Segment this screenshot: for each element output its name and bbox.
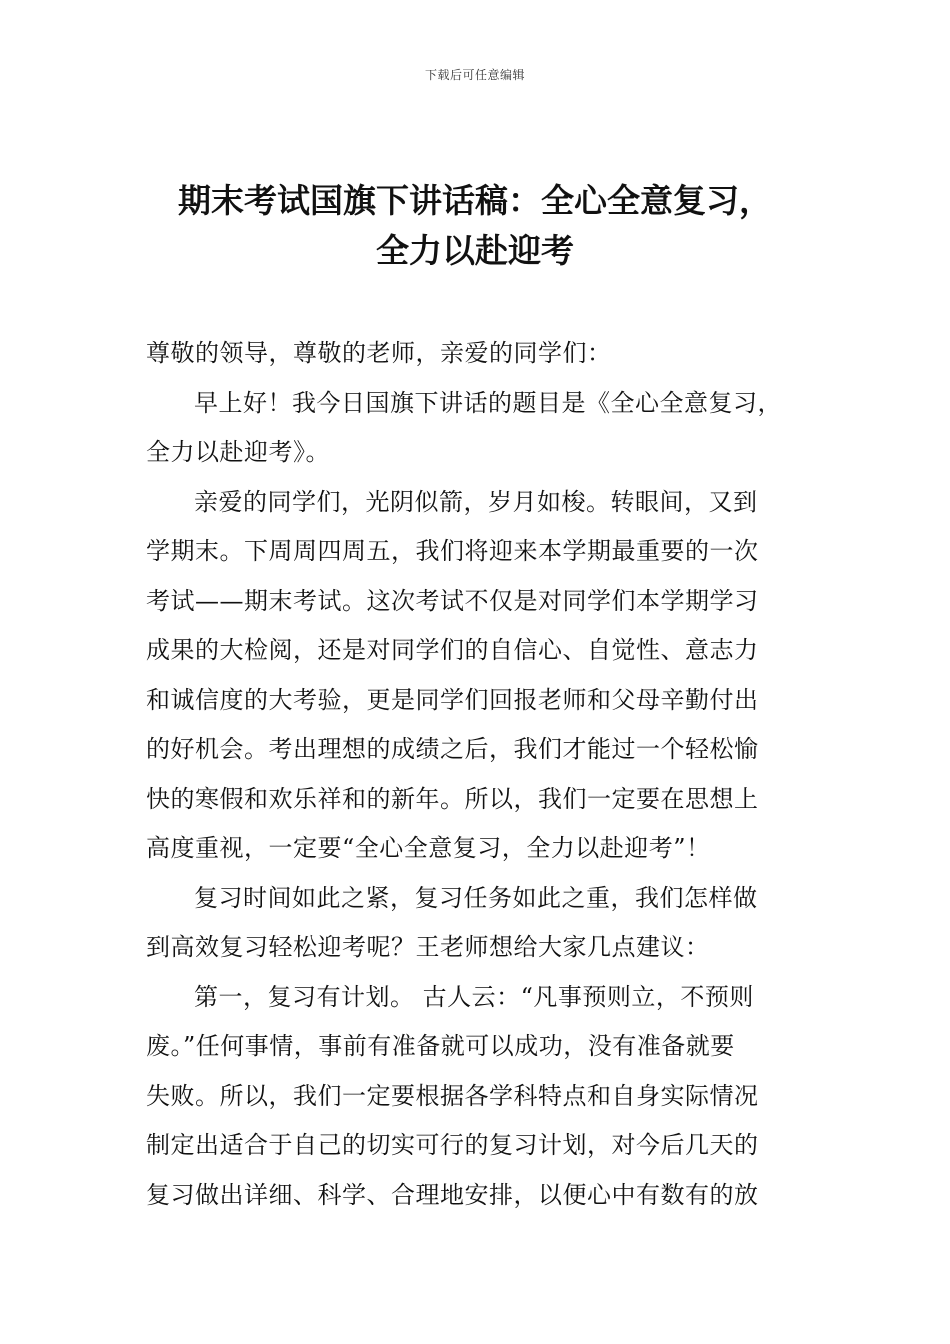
body-line: 学期末。下周周四周五，我们将迎来本学期最重要的一次 <box>146 537 759 565</box>
body-line: 成果的大检阅，还是对同学们的自信心、自觉性、意志力 <box>146 636 759 664</box>
body-line: 亲爱的同学们，光阴似箭，岁月如梭。转眼间，又到 <box>194 487 758 516</box>
body-line: 高度重视，一定要“全心全意复习，全力以赴迎考”！ <box>146 834 711 862</box>
body-line: 早上好！我今日国旗下讲话的题目是《全心全意复习， <box>194 388 782 417</box>
body-line: 复习做出详细、科学、合理地安排，以便心中有数有的放 <box>146 1180 759 1209</box>
header-note: 下载后可任意编辑 <box>424 68 525 82</box>
body-line: 考试——期末考试。这次考试不仅是对同学们本学期学习 <box>146 586 759 615</box>
body-line: 的好机会。考出理想的成绩之后，我们才能过一个轻松愉 <box>146 735 759 763</box>
body-line: 到高效复习轻松迎考呢？王老师想给大家几点建议： <box>146 933 710 961</box>
body-line: 快的寒假和欢乐祥和的新年。所以，我们一定要在思想上 <box>146 784 759 813</box>
body-line: 全力以赴迎考》。 <box>146 438 330 466</box>
body-line: 和诚信度的大考验，更是同学们回报老师和父母辛勤付出 <box>146 685 759 714</box>
document-title <box>60 176 890 276</box>
body-line: 第一，复习有计划。 古人云：“凡事预则立，不预则 <box>194 982 754 1011</box>
title-line-2: 全力以赴迎考 <box>376 231 574 270</box>
body-line: 尊敬的领导，尊敬的老师，亲爱的同学们： <box>146 339 612 367</box>
document-body <box>146 329 810 1220</box>
body-line: 废。”任何事情，事前有准备就可以成功，没有准备就要 <box>146 1032 735 1060</box>
body-line: 失败。所以，我们一定要根据各学科特点和自身实际情况 <box>146 1081 759 1110</box>
title-line-1: 期末考试国旗下讲话稿：全心全意复习， <box>178 181 772 220</box>
body-line: 制定出适合于自己的切实可行的复习计划，对今后几天的 <box>146 1131 759 1159</box>
body-line: 复习时间如此之紧，复习任务如此之重，我们怎样做 <box>194 883 758 912</box>
